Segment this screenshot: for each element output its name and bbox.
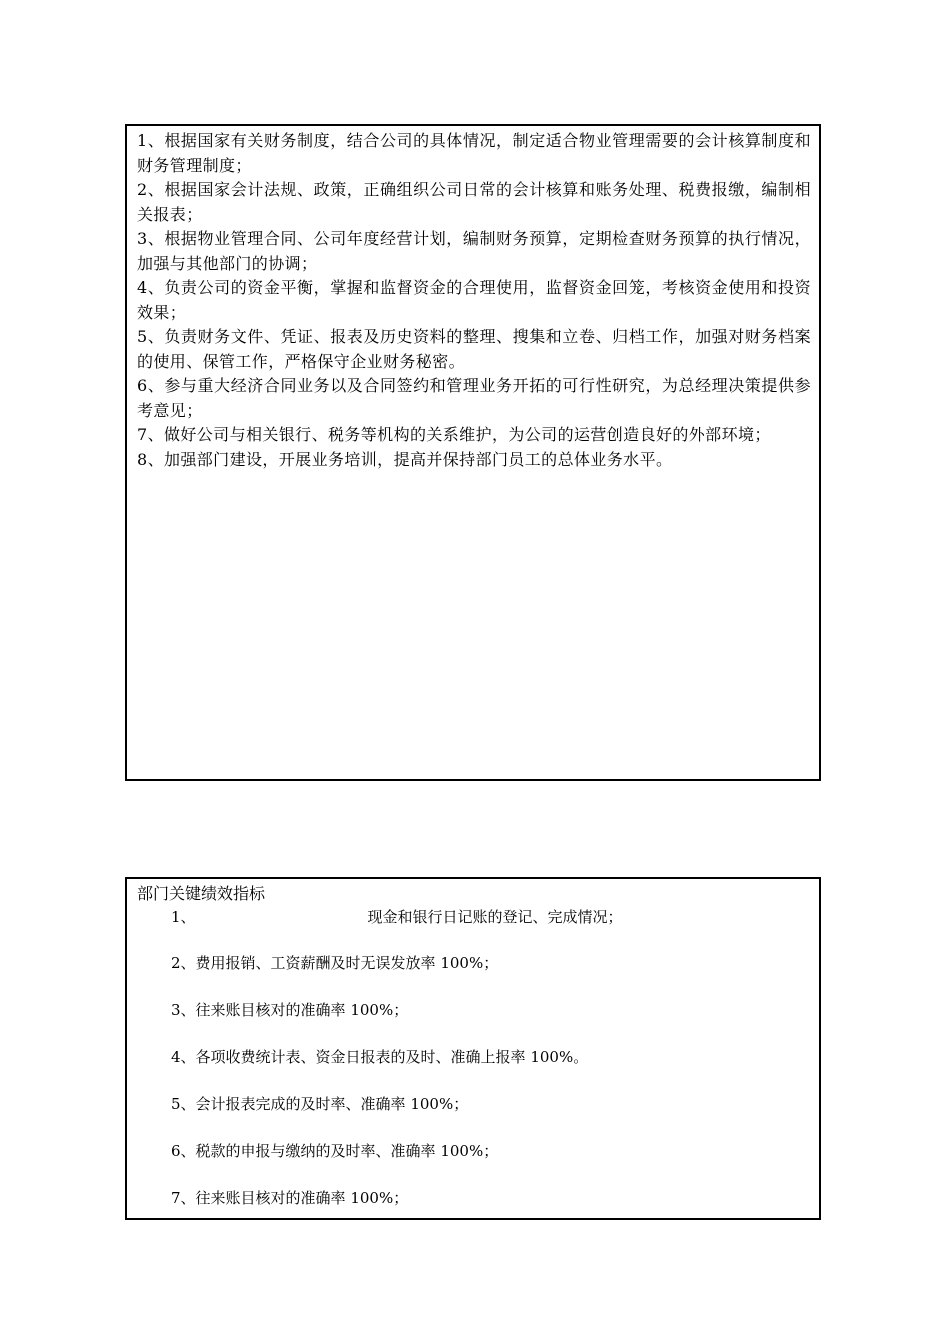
kpi-title: 部门关键绩效指标 bbox=[137, 884, 266, 903]
department-duties-box bbox=[125, 124, 821, 781]
kpi-item-2: 2、费用报销、工资薪酬及时无误发放率 100%； bbox=[171, 954, 499, 972]
kpi-item-5: 5、会计报表完成的及时率、准确率 100%； bbox=[171, 1095, 469, 1113]
duty-item-3: 3、根据物业管理合同、公司年度经营计划，编制财务预算，定期检查财务预算的执行情况，加强与其他部门的协调； bbox=[137, 229, 811, 273]
kpi-item-1-number: 1、 bbox=[171, 908, 196, 926]
duty-item-7: 7、做好公司与相关银行、税务等机构的关系维护，为公司的运营创造良好的外部环境； bbox=[137, 425, 771, 444]
kpi-item-1-text: 现金和银行日记账的登记、完成情况； bbox=[367, 908, 623, 926]
kpi-item-6: 6、税款的申报与缴纳的及时率、准确率 100%； bbox=[171, 1142, 499, 1160]
kpi-item-4: 4、各项收费统计表、资金日报表的及时、准确上报率 100%。 bbox=[171, 1048, 589, 1066]
duty-item-5: 5、负责财务文件、凭证、报表及历史资料的整理、搜集和立卷、归档工作，加强对财务档案的使用、保管工作，严格保守企业财务秘密。 bbox=[137, 327, 811, 371]
kpi-item-7: 7、往来账目核对的准确率 100%； bbox=[171, 1189, 409, 1207]
kpi-item-3: 3、往来账目核对的准确率 100%； bbox=[171, 1001, 409, 1019]
kpi-box bbox=[125, 877, 821, 1220]
duty-item-1: 1、根据国家有关财务制度，结合公司的具体情况，制定适合物业管理需要的会计核算制度和财务管理制度； bbox=[137, 131, 811, 175]
duty-item-2: 2、根据国家会计法规、政策，正确组织公司日常的会计核算和账务处理、税费报缴，编制相关报表； bbox=[137, 180, 811, 224]
kpi-item-1 bbox=[137, 906, 811, 928]
duty-item-6: 6、参与重大经济合同业务以及合同签约和管理业务开拓的可行性研究，为总经理决策提供参考意见； bbox=[137, 376, 811, 420]
duty-item-8: 8、加强部门建设，开展业务培训，提高并保持部门员工的总体业务水平。 bbox=[137, 449, 673, 469]
duty-item-4: 4、负责公司的资金平衡，掌握和监督资金的合理使用，监督资金回笼，考核资金使用和投资效果； bbox=[137, 278, 811, 322]
